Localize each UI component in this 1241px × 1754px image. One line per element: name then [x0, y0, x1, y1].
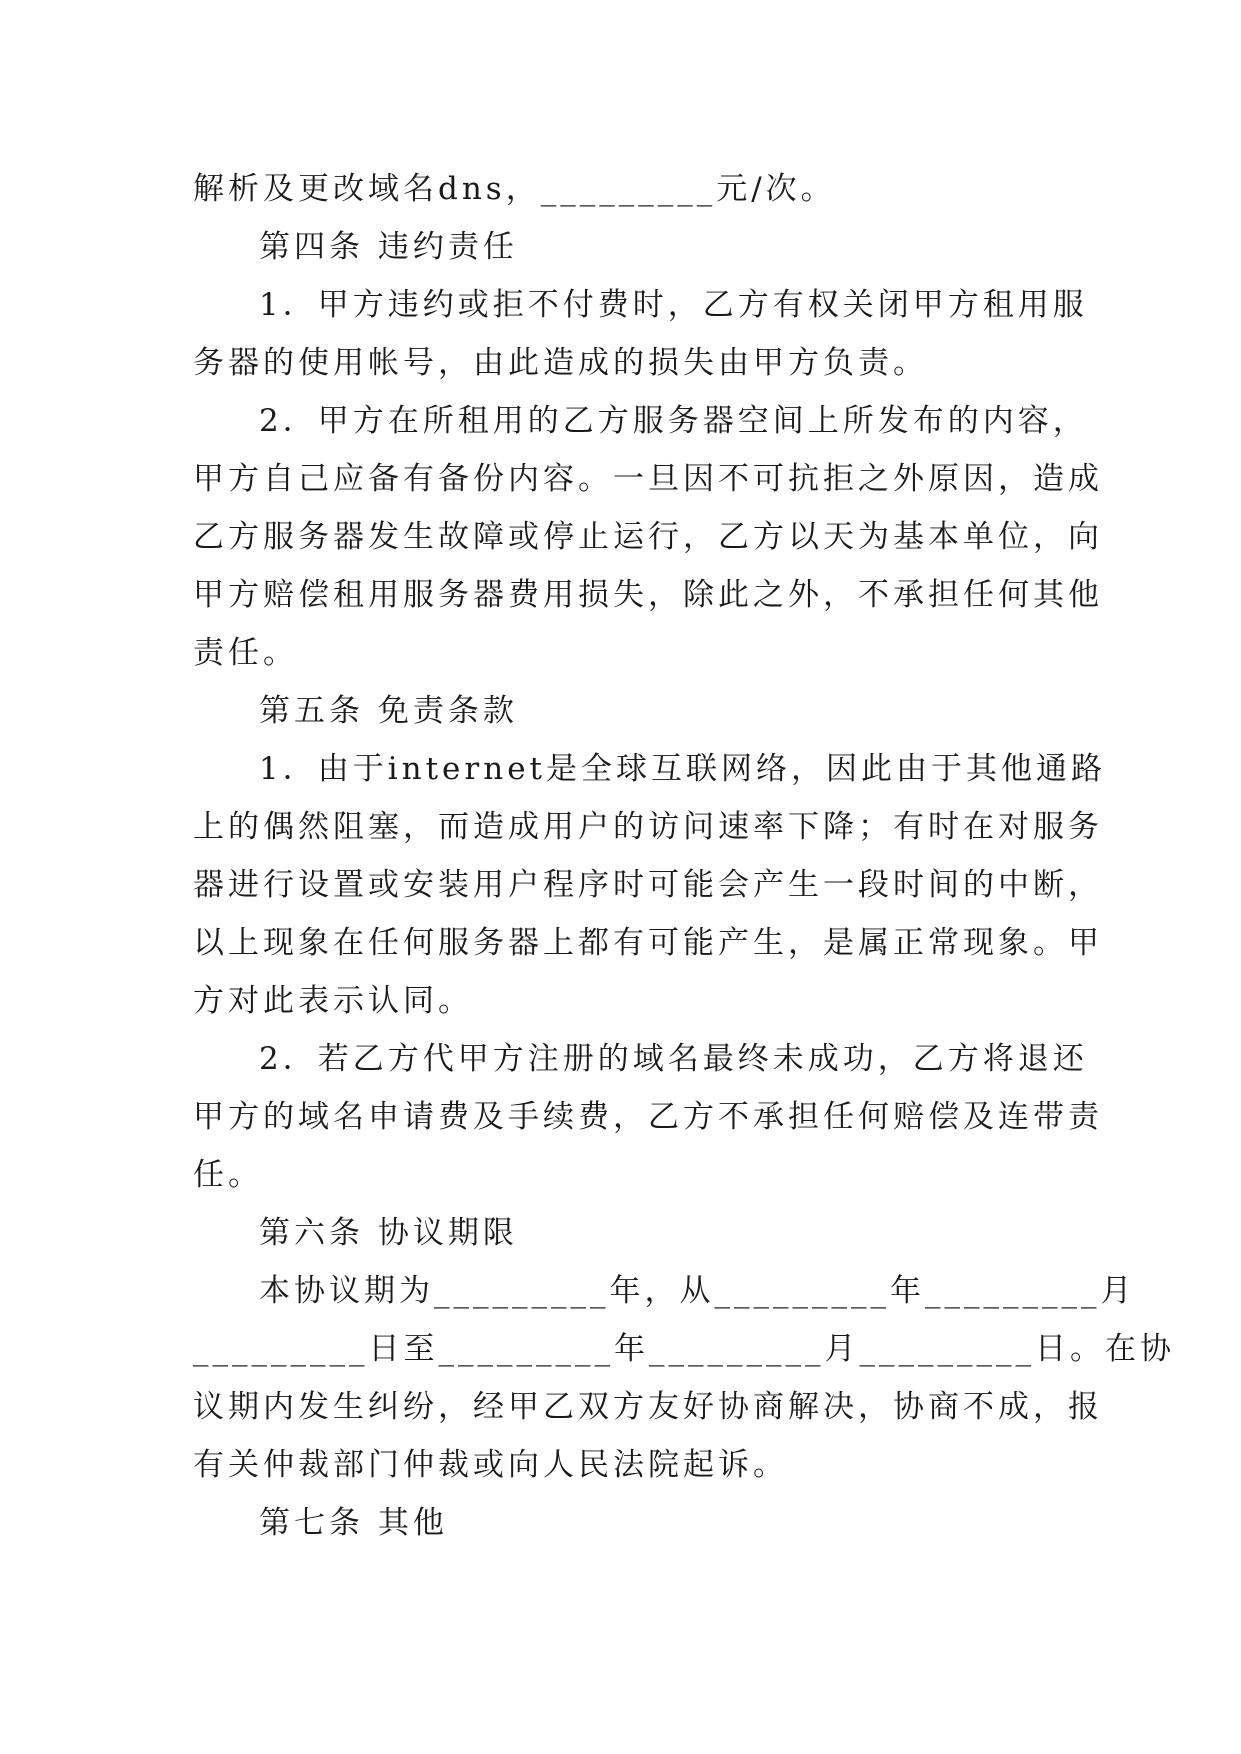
body-line: 有关仲裁部门仲裁或向人民法院起诉。: [193, 1447, 788, 1483]
body-line: 器进行设置或安装用户程序时可能会产生一段时间的中断，: [193, 867, 1103, 903]
body-line: 上的偶然阻塞，而造成用户的访问速率下降；有时在对服务: [193, 809, 1103, 845]
body-line: 议期内发生纠纷，经甲乙双方友好协商解决，协商不成，报: [193, 1389, 1103, 1425]
clause-line: 2．若乙方代甲方注册的域名最终未成功，乙方将退还: [259, 1041, 1088, 1077]
section-heading-article-4: 第四条 违约责任: [259, 229, 518, 265]
clause-line: 1．由于internet是全球互联网络，因此由于其他通路: [259, 751, 1106, 787]
body-line: 务器的使用帐号，由此造成的损失由甲方负责。: [193, 345, 928, 381]
clause-line: 2．甲方在所租用的乙方服务器空间上所发布的内容，: [259, 403, 1088, 439]
body-line: 责任。: [193, 635, 298, 671]
body-line: 甲方的域名申请费及手续费，乙方不承担任何赔偿及连带责: [193, 1099, 1103, 1135]
section-heading-article-7: 第七条 其他: [259, 1505, 448, 1541]
body-line: 乙方服务器发生故障或停止运行，乙方以天为基本单位，向: [193, 519, 1103, 555]
clause-line: 1．甲方违约或拒不付费时，乙方有权关闭甲方租用服: [259, 287, 1088, 323]
body-line: 甲方自己应备有备份内容。一旦因不可抗拒之外原因，造成: [193, 461, 1103, 497]
section-heading-article-6: 第六条 协议期限: [259, 1215, 518, 1251]
body-line: 甲方赔偿租用服务器费用损失，除此之外，不承担任何其他: [193, 577, 1103, 613]
document-body: [193, 160, 1175, 1552]
body-line: _________日至_________年_________月_________日。在协: [193, 1331, 1175, 1367]
body-line: 以上现象在任何服务器上都有可能产生，是属正常现象。甲: [193, 925, 1103, 961]
section-heading-article-5: 第五条 免责条款: [259, 693, 518, 729]
body-line: 任。: [193, 1157, 263, 1193]
clause-line: 本协议期为_________年，从_________年_________月: [259, 1273, 1136, 1309]
body-line: 解析及更改域名dns，_________元/次。: [193, 171, 836, 207]
body-line: 方对此表示认同。: [193, 983, 473, 1019]
